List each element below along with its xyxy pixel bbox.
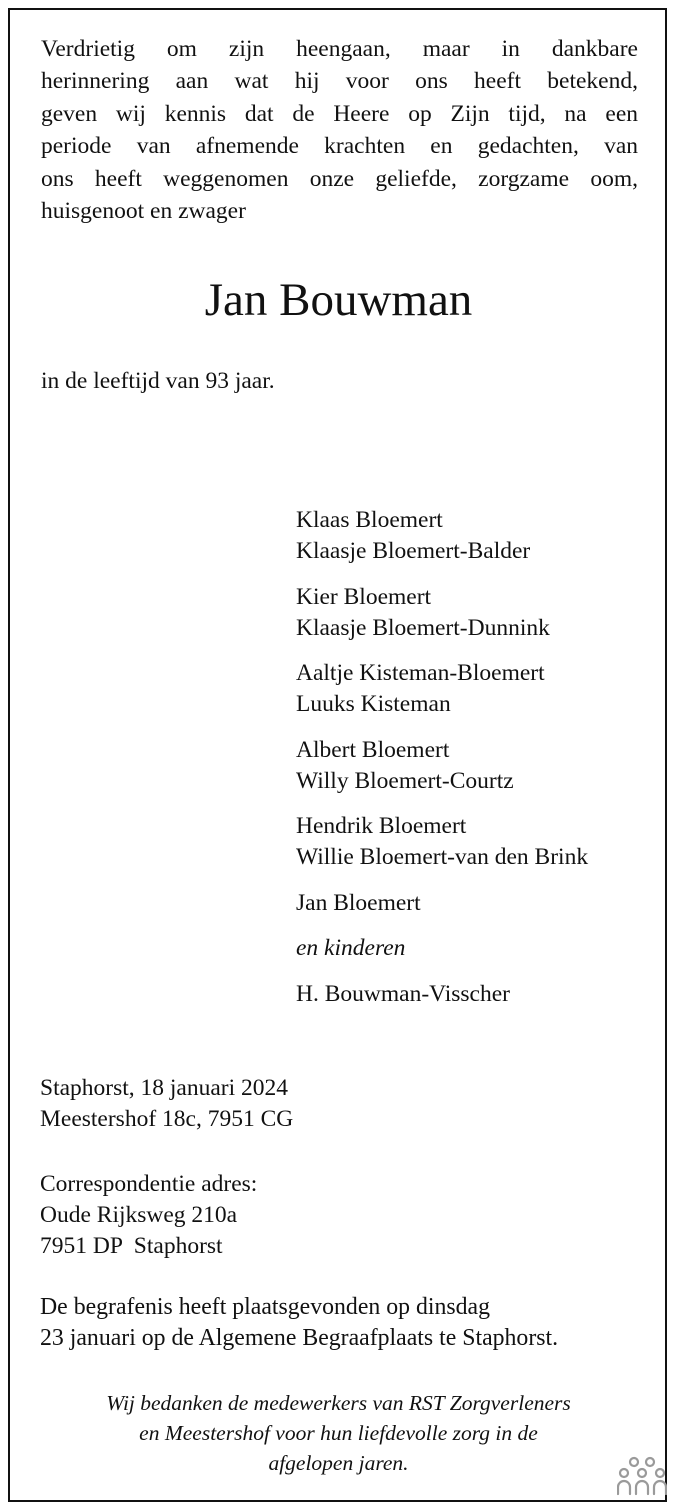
family-member: H. Bouwman-Visscher [296,980,510,1007]
family-group [296,582,588,644]
family-member: Willy Bloemert-Courtz [296,767,514,794]
family-member: Klaas Bloemert [296,507,443,533]
family-children: en kinderen [296,935,406,961]
family-member: Hendrik Bloemert [296,813,467,839]
family-member: Klaasje Bloemert-Balder [296,538,531,564]
deceased-name: Jan Bouwman [204,274,473,326]
family-group [296,505,588,567]
family-member: Kier Bloemert [296,583,432,610]
intro-line: herinnering aan wat hij voor ons heeft betekend, [41,68,638,95]
intro-line: geven wij kennis dat de Heere op Zijn tijd, na een [41,100,638,127]
family-group [296,658,588,720]
intro-line: huisgenoot en zwager [41,198,246,225]
correspondence-street: Oude Rijksweg 210a [40,1202,238,1228]
family-member: Luuks Kisteman [296,691,451,717]
funeral-line: De begrafenis heeft plaatsgevonden op dinsdag [40,1294,491,1320]
funeral-line: 23 januari op de Algemene Begraafplaats te Staphorst. [40,1325,559,1351]
age-line: in de leeftijd van 93 jaar. [41,368,275,394]
family-member: Albert Bloemert [296,736,450,763]
correspondence-label: Correspondentie adres: [40,1171,258,1197]
intro-line: ons heeft weggenomen onze geliefde, zorgzame oom, [41,165,638,192]
correspondence-city: 7951 DP Staphorst [40,1233,223,1259]
family-list [296,505,588,1024]
place-date-line: Staphorst, 18 januari 2024 [40,1075,289,1101]
family-member: Aaltje Kisteman-Bloemert [296,660,545,686]
family-group [296,933,588,964]
thanks-line: afgelopen jaren. [268,1451,409,1475]
correspondence-address [40,1169,257,1262]
family-member: Klaasje Bloemert-Dunnink [296,614,550,641]
thanks-note [0,1388,677,1478]
family-group [296,735,588,797]
thanks-line: en Meestershof voor hun liefdevolle zorg in de [139,1421,538,1445]
people-group-icon [617,1456,667,1500]
funeral-notice [40,1292,558,1354]
family-group [296,811,588,873]
thanks-line: Wij bedanken de medewerkers van RST Zorgverleners [106,1391,571,1415]
family-group [296,979,588,1010]
family-member: Jan Bloemert [296,889,421,916]
home-address: Meestershof 18c, 7951 CG [40,1106,294,1132]
intro-line: Verdrietig om zijn heengaan, maar in dankbare [41,36,638,62]
intro-text [41,33,638,227]
family-group [296,888,588,919]
place-date [40,1073,293,1135]
intro-line: periode van afnemende krachten en gedachten, van [41,133,638,160]
family-member: Willie Bloemert-van den Brink [296,844,589,870]
